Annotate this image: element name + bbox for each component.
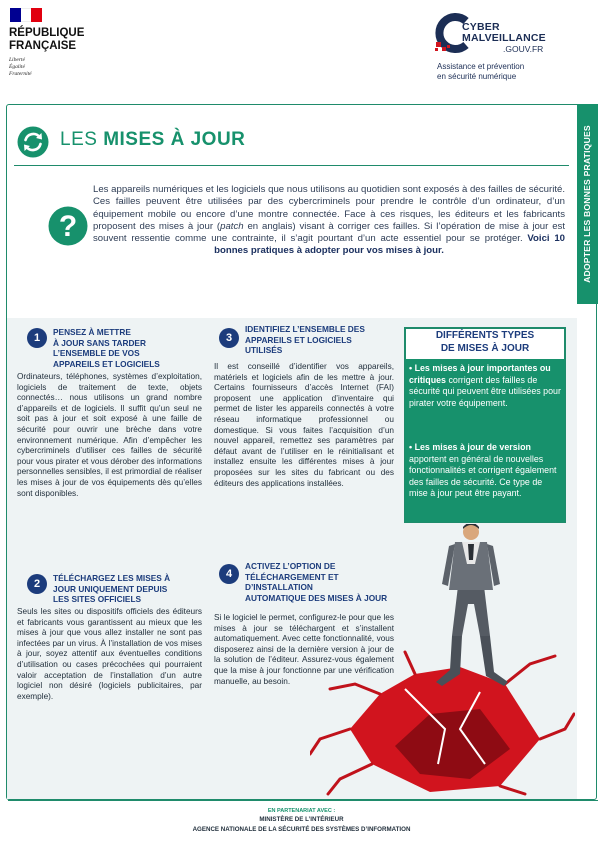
practice-3-heading: IDENTIFIEZ L’ENSEMBLE DES APPAREILS ET LOGICIELS UTILISÉS bbox=[245, 324, 365, 356]
practice-1-heading: PENSEZ À METTRE À JOUR SANS TARDER L’ENSEMBLE DE VOS APPAREILS ET LOGICIELS bbox=[53, 327, 160, 369]
svg-text:?: ? bbox=[58, 210, 78, 243]
practice-1-body: Ordinateurs, téléphones, systèmes d’exploitation, logiciels de traitement de texte, objets connectés… nous utilisons un grand nombre d’appareils et de logiciels. Il suffit qu’un seul ne soit pas à jour et soit exposé à une faille de sécurité pour ouvrir une brèche dans votre environnement numérique. Afin d’empêcher les cybercriminels d’utiliser ces failles de sécurité pour vous pirater et vous dérober des informations personnelles sensibles, il est primordial de réaliser les mises à jour de vos équipements dès qu’elles sont disponibles. bbox=[17, 372, 202, 498]
update-type-version: • Les mises à jour de version apportent en général de nouvelles fonctionnalités et corrigent également des failles de sécurité. Ce type de mise à jour peut être payant. bbox=[409, 442, 557, 499]
republic-name: RÉPUBLIQUE FRANÇAISE bbox=[9, 27, 85, 52]
malveillance-label: MALVEILLANCE bbox=[462, 32, 546, 44]
man-standing-on-cracked-ground-illustration bbox=[310, 524, 575, 796]
practice-4-body: Si le logiciel le permet, configurez-le pour que les mises à jour se téléchargent et s’installent automatiquement. Avec cette fonctionnalité, vous disposerez ainsi de la dernière version à jour de la solution de l’éditeur. Assurez-vous également que la mise à jour fonctionne par une vérification manuelle, au besoin. bbox=[214, 613, 394, 686]
partner-ministry: MINISTÈRE DE L’INTÉRIEUR bbox=[259, 816, 344, 823]
refresh-arrows-icon bbox=[17, 126, 49, 158]
practice-3-number: 3 bbox=[219, 328, 239, 348]
practice-2-number: 2 bbox=[27, 574, 47, 594]
gouv-label: .GOUV.FR bbox=[503, 44, 544, 54]
update-types-title: DIFFÉRENTS TYPES DE MISES À JOUR bbox=[435, 330, 535, 354]
question-mark-icon bbox=[48, 206, 88, 246]
partner-anssi: AGENCE NATIONALE DE LA SÉCURITÉ DES SYSTÈMES D’INFORMATION bbox=[192, 826, 411, 833]
practice-2-heading: TÉLÉCHARGEZ LES MISES À JOUR UNIQUEMENT DEPUIS LES SITES OFFICIELS bbox=[53, 573, 171, 605]
practice-4-heading: ACTIVEZ L’OPTION DE TÉLÉCHARGEMENT ET D’INSTALLATION AUTOMATIQUE DES MISES À JOUR bbox=[245, 561, 388, 603]
partner-label: EN PARTENARIAT AVEC : bbox=[267, 808, 336, 814]
practice-2-body: Seuls les sites ou dispositifs officiels des éditeurs et fabricants vous garantissent au mieux que les mises à jour que vous allez installer ne sont pas infectées par un virus. À l’installation de vos mises à jour, soyez attentif aux éventuelles conditions d’utilisation ou cases précochées qui pourraient valoir acceptation de l’installation d’un autre logiciel non désiré (logiciels publicitaires, par exemple). bbox=[17, 607, 202, 701]
practice-3-body: Il est conseillé d’identifier vos appareils, matériels et logiciels afin de les mettre à jour. Certains fournisseurs d’accès Internet (FAI) proposent une application d’inventaire qui permet de lister les appareils connectés à votre réseau informatique professionnel ou domestique. Si vous faites l’acquisition d’un nouvel appareil, remettez ses paramètres par défaut avant de l’utiliser en le réinitialisant et installez ensuite les différentes mises à jour proposées sur les sites du fabricant ou des éditeurs des applications installées. bbox=[214, 362, 394, 488]
side-tab-label: ADOPTER LES BONNES PRATIQUES bbox=[582, 125, 592, 283]
footer-divider bbox=[8, 800, 598, 801]
update-type-critical: • Les mises à jour importantes ou critiques corrigent des failles de sécurité qui peuvent être utilisées pour pirater votre équipement. bbox=[409, 363, 561, 408]
cyber-label: CYBER bbox=[462, 21, 500, 33]
republic-motto: Liberté Égalité Fraternité bbox=[9, 57, 32, 77]
practice-4-number: 4 bbox=[219, 564, 239, 584]
title-divider bbox=[14, 165, 569, 166]
practice-1-number: 1 bbox=[27, 328, 47, 348]
cyber-tagline: Assistance et prévention en sécurité numérique bbox=[437, 62, 525, 81]
intro-paragraph: Les appareils numériques et les logiciels que nous utilisons au quotidien sont exposés à des failles de sécurité. Ces failles peuvent être utilisées par des cybercriminels pour prendre le contrôle d’un ordinateur, d’un équipement mobile ou encore d’une montre connectée. Face à ces risques, les éditeurs et les fabricants proposent des mises à jour (patch en anglais) visant à corriger ces failles. Si l’opération de mise à jour est souvent ressentie comme une contrainte, il s’agit pourtant d’un acte essentiel pour se protéger. Voici 10 bonnes pratiques à adopter pour vos mises à jour. bbox=[93, 184, 566, 257]
french-flag-icon bbox=[10, 8, 42, 22]
page-title: LES MISES À JOUR bbox=[60, 129, 246, 150]
